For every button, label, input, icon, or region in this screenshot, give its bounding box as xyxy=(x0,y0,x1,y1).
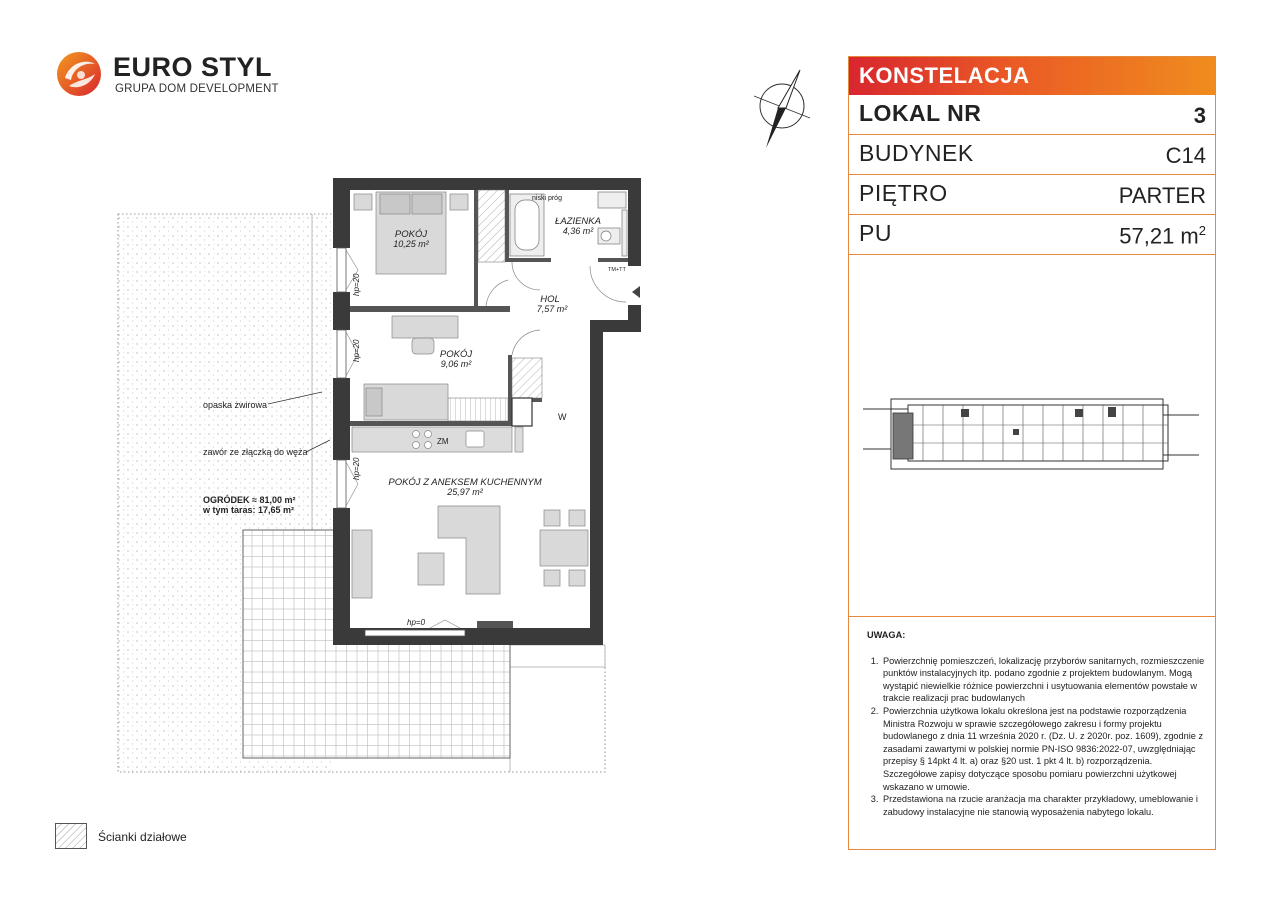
note-item: 1. Powierzchnię pomieszczeń, lokalizację przyborów sanitarnych, rozmieszczenie punktów instalacyjnych itp. podano zgodnie z projektem budowlanym. Mogą wystąpić niewielkie różnice powierzchni i usytuowania elementów powstałe w trakcie realizacji prac budowlanych xyxy=(881,655,1207,705)
building-key-plan xyxy=(863,385,1199,485)
valve-label: zawór ze złączką do węża xyxy=(203,447,308,457)
brand-tagline: GRUPA DOM DEVELOPMENT xyxy=(115,83,279,95)
row-unit-number xyxy=(849,95,1215,135)
room-bathroom-area: 4,36 m² xyxy=(562,226,594,236)
room-bathroom-name: ŁAZIENKA xyxy=(555,216,601,227)
room-living-area: 25,97 m² xyxy=(447,487,483,497)
notes-divider xyxy=(849,616,1215,617)
project-name: KONSTELACJA xyxy=(849,57,1215,95)
legend xyxy=(55,823,275,851)
usable-area-label: PU xyxy=(859,220,892,246)
notes-title: UWAGA: xyxy=(867,630,906,640)
room-living-name: POKÓJ Z ANEKSEM KUCHENNYM xyxy=(388,477,542,488)
hp-label-0: hp=0 xyxy=(407,618,426,627)
usable-area-unit-sup: 2 xyxy=(1198,222,1206,238)
floor-label: PIĘTRO xyxy=(859,180,948,206)
room-bedroom2-area: 9,06 m² xyxy=(440,359,472,369)
unit-number-label: LOKAL NR xyxy=(859,100,982,126)
unit-info-panel xyxy=(848,56,1216,850)
row-floor xyxy=(849,175,1215,215)
brand-name: EURO STYL xyxy=(113,52,273,82)
hp-label-1: hp=20 xyxy=(352,273,361,296)
floor-value: PARTER xyxy=(1118,183,1206,208)
terrace-area-label: w tym taras: 17,65 m² xyxy=(203,505,295,515)
partition-wall-swatch-icon xyxy=(55,823,87,849)
usable-area-number: 57,21 m xyxy=(1119,223,1199,248)
room-hall-name: HOL xyxy=(540,294,560,305)
zm-label: ZM xyxy=(437,437,449,446)
w-label: W xyxy=(558,412,567,422)
building-value: C14 xyxy=(1165,143,1206,168)
note-item: 3. Przedstawiona na rzucie aranżacja ma charakter przykładowy, umeblowanie i zabudowy instalacyjne nie stanowią wyposażenia nabytego lokalu. xyxy=(881,793,1207,818)
unit-number-value: 3 xyxy=(1193,103,1206,128)
row-building xyxy=(849,135,1215,175)
hp-label-3: hp=20 xyxy=(352,457,361,480)
key-plan-highlight xyxy=(893,413,913,459)
room-hall-area: 7,57 m² xyxy=(536,304,568,314)
hp-label-2: hp=20 xyxy=(352,339,361,362)
room-bedroom1-name: POKÓJ xyxy=(394,229,428,240)
usable-area-value xyxy=(1119,223,1206,249)
legend-label: Ścianki działowe xyxy=(98,830,187,844)
note-item: 2. Powierzchnia użytkowa lokalu określona jest na podstawie rozporządzenia Ministra Rozwoju w sprawie szczegółowego zakresu i formy projektu budowlanego z dnia 11 września 2020 r. (Dz. U. z 2020r. poz. 1609), zgodnie z zasadami zawartymi w polskiej normie PN-ISO 9836:2022-07, uwzględniając przepisy § 14pkt 4 lt. a) oraz §20 ust. 1 pkt 4 lt. b) rozporządzenia. Szczegółowe zapisy dotyczące sposobu pomiaru powierzchni użytkowej wskazano w umowie. xyxy=(881,705,1207,793)
building-label: BUDYNEK xyxy=(859,140,974,166)
gravel-label: opaska żwirowa xyxy=(203,400,268,410)
low-threshold-label: niski próg xyxy=(532,195,562,202)
tm-label: TM+TT xyxy=(608,267,626,273)
room-bedroom1-area: 10,25 m² xyxy=(393,239,429,249)
garden-area-label: OGRÓDEK ≈ 81,00 m² xyxy=(203,495,296,505)
notes-section xyxy=(867,629,1207,818)
row-usable-area xyxy=(849,215,1215,255)
room-bedroom2-name: POKÓJ xyxy=(439,349,473,360)
